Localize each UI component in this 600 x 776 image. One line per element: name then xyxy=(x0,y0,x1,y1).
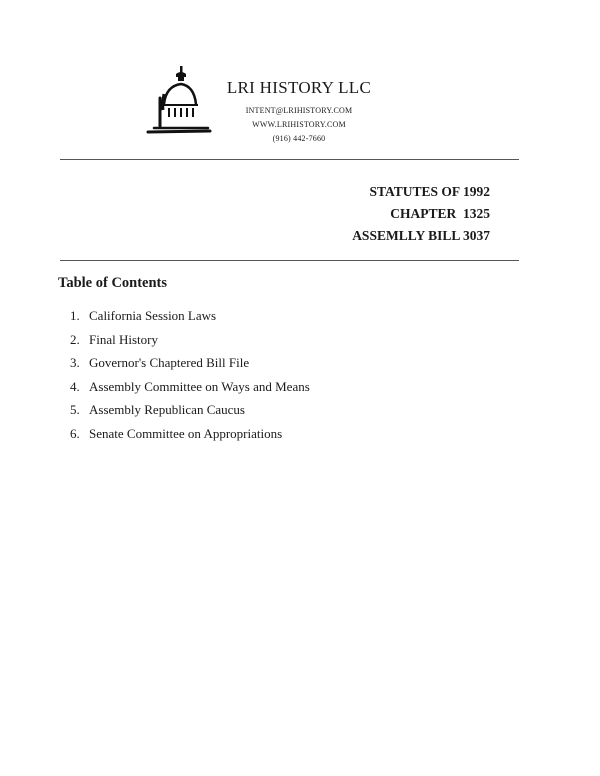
bill-line: ASSEMLLY BILL 3037 xyxy=(352,228,490,243)
statute-block xyxy=(352,181,490,247)
toc-item-number: 2. xyxy=(70,331,80,347)
company-header xyxy=(222,78,376,146)
toc-item[interactable] xyxy=(70,377,310,401)
company-email: INTENT@LRIHISTORY.COM xyxy=(245,106,353,115)
toc-item-number: 1. xyxy=(70,308,80,323)
toc-item[interactable] xyxy=(70,424,310,448)
toc-item-label: Assembly Republican Caucus xyxy=(89,402,245,417)
toc-title: Table of Contents xyxy=(58,275,168,291)
toc-item[interactable] xyxy=(70,353,310,377)
toc-item[interactable] xyxy=(70,330,310,354)
top-divider xyxy=(60,159,519,160)
statutes-line: STATUTES OF 1992 xyxy=(369,184,490,199)
bottom-divider xyxy=(60,260,519,261)
chapter-line: CHAPTER 1325 xyxy=(390,206,490,221)
capitol-dome-icon xyxy=(146,64,212,138)
toc-list xyxy=(70,306,310,447)
toc-item-number: 5. xyxy=(70,402,80,417)
toc-item-label: Final History xyxy=(89,331,158,347)
company-name: LRI HISTORY LLC xyxy=(226,78,372,97)
toc-item-label: Senate Committee on Appropriations xyxy=(89,425,283,441)
toc-item[interactable] xyxy=(70,306,310,330)
company-phone: (916) 442-7660 xyxy=(272,134,326,143)
company-website: WWW.LRIHISTORY.COM xyxy=(252,120,346,129)
toc-item-number: 4. xyxy=(70,378,80,394)
toc-item[interactable] xyxy=(70,400,310,424)
toc-item-label: Governor's Chaptered Bill File xyxy=(89,355,250,370)
toc-item-label: California Session Laws xyxy=(89,308,217,323)
toc-item-label: Assembly Committee on Ways and Means xyxy=(89,378,310,394)
toc-item-number: 3. xyxy=(70,355,80,370)
toc-item-number: 6. xyxy=(70,425,80,441)
